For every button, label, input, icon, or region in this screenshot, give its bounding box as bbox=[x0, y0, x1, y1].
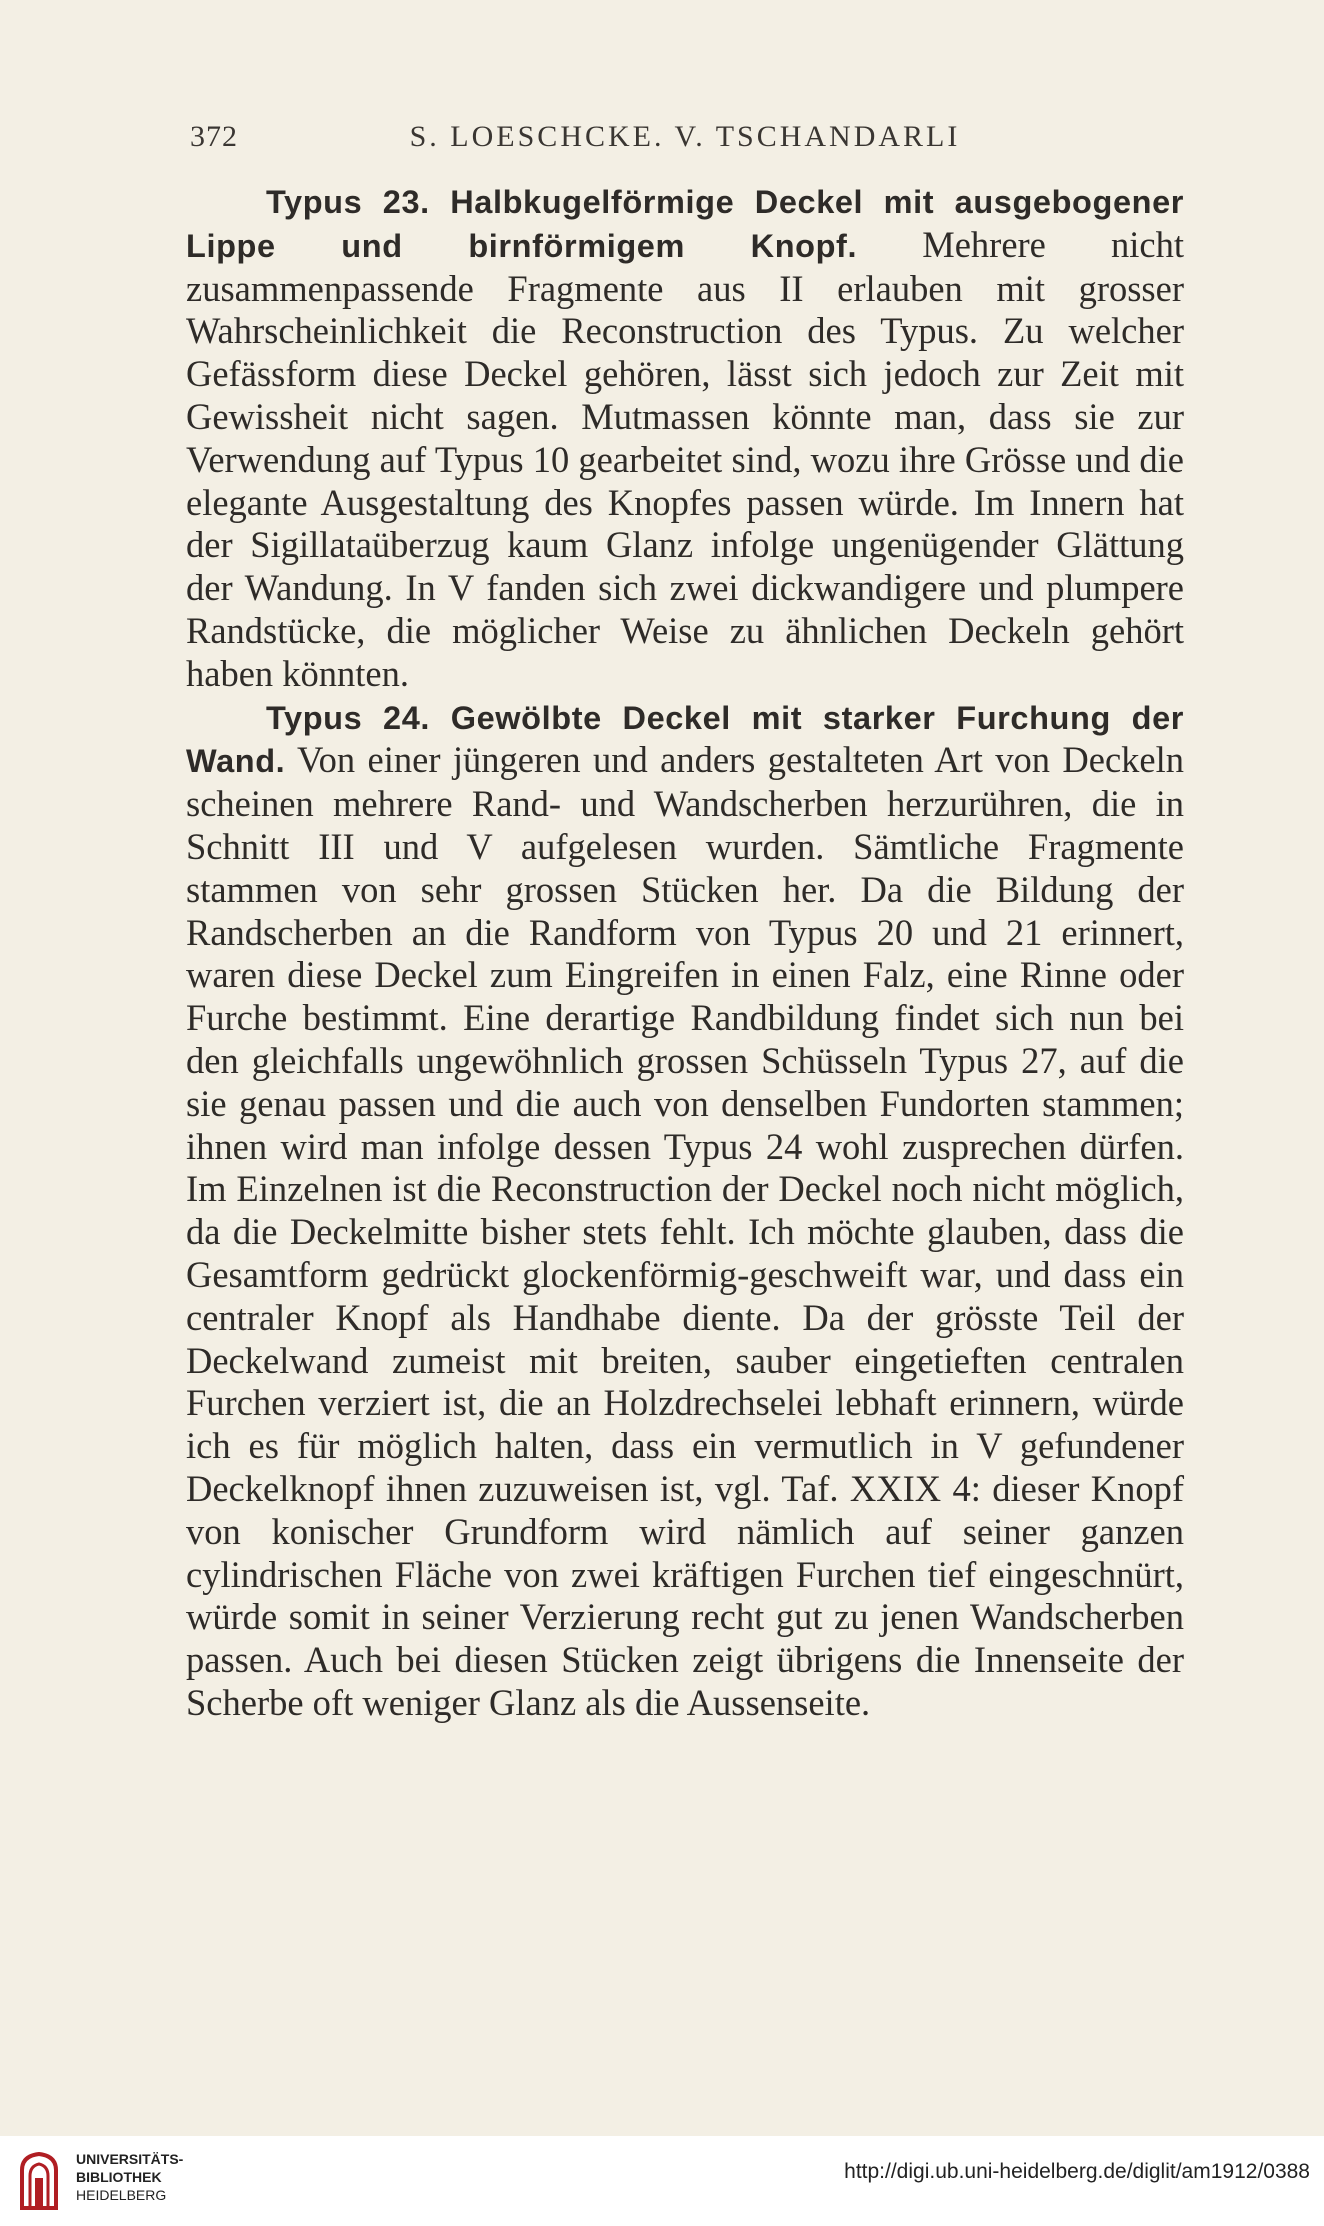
university-library-logo-icon bbox=[14, 2148, 64, 2214]
library-footer bbox=[0, 2136, 1324, 2226]
institution-line: HEIDELBERG bbox=[76, 2187, 167, 2203]
page-header bbox=[190, 120, 1180, 160]
paragraph-typus-23 bbox=[186, 180, 1184, 696]
paragraph-text: Von einer jüngeren und anders gestalteten Art von Deckeln scheinen mehrere Rand- und Wandscherben herzurühren, die in Schnitt III und V aufgelesen wurden. Sämtliche Fragmente stammen von sehr grossen Stücken her. Da die Bildung der Randscherben an die Randform von Typus 20 und 21 erinnert, waren diese Deckel zum Eingreifen in einen Falz, eine Rinne oder Furche bestimmt. Eine derartige Randbildung findet sich nun bei den gleichfalls ungewöhnlich grossen Schüsseln Typus 27, auf die sie genau passen und die auch von denselben Fundorten stammen; ihnen wird man infolge dessen Typus 24 wohl zusprechen dürfen. Im Einzelnen ist die Reconstruction der Deckel noch nicht möglich, da die Deckelmitte bisher stets fehlt. Ich möchte glauben, dass die Gesamtform gedrückt glockenförmig-geschweift war, und dass ein centraler Knopf als Handhabe diente. Da der grösste Teil der Deckelwand zumeist mit breiten, sauber eingetieften centralen Furchen verziert ist, die an Holzdrechselei lebhaft erinnern, würde ich es für möglich halten, dass ein vermutlich in V gefundener Deckelknopf ihnen zuzuweisen ist, vgl. Taf. XXIX 4: dieser Knopf von konischer Grundform wird nämlich auf seiner ganzen cylindrischen Fläche von zwei kräftigen Furchen tief eingeschnürt, würde somit in seiner Verzierung recht gut zu jenen Wandscherben passen. Auch bei diesen Stücken zeigt übrigens die Innenseite der Scherbe oft weniger Glanz als die Aussenseite. bbox=[186, 739, 1184, 1723]
paragraph-typus-24 bbox=[186, 696, 1184, 1725]
institution-name bbox=[76, 2150, 183, 2204]
paragraph-heading: Typus 23. Halbkugelförmige Deckel mit ausgebogener Lippe und birnförmigem Knopf. bbox=[186, 184, 1184, 264]
paragraph-heading: Typus 24. Gewölbte Deckel mit starker Furchung der Wand. bbox=[186, 699, 1184, 780]
institution-line: UNIVERSITÄTS- bbox=[76, 2151, 184, 2167]
institution-line: BIBLIOTHEK bbox=[76, 2169, 162, 2185]
body-text bbox=[186, 180, 1184, 1725]
paragraph-text: Mehrere nicht zusammenpassende Fragmente aus II erlauben mit grosser Wahrscheinlichkeit die Reconstruction des Typus. Zu welcher Gefässform diese Deckel gehören, lässt sich jedoch zur Zeit mit Gewissheit nicht sagen. Mutmassen könnte man, dass sie zur Verwendung auf Typus 10 gearbeitet sind, wozu ihre Grösse und die elegante Ausgestaltung des Knopfes passen würde. Im Innern hat der Sigillataüberzug kaum Glanz infolge ungenügender Glättung der Wandung. In V fanden sich zwei dickwandigere und plumpere Randstücke, die möglicher Weise zu ähnlichen Deckeln gehört haben könnten. bbox=[186, 223, 1185, 694]
running-head: S. LOESCHCKE. V. TSCHANDARLI bbox=[409, 120, 961, 153]
page-number: 372 bbox=[190, 120, 238, 153]
source-url-link[interactable]: http://digi.ub.uni-heidelberg.de/diglit/am1912/0388 bbox=[844, 2160, 1310, 2183]
